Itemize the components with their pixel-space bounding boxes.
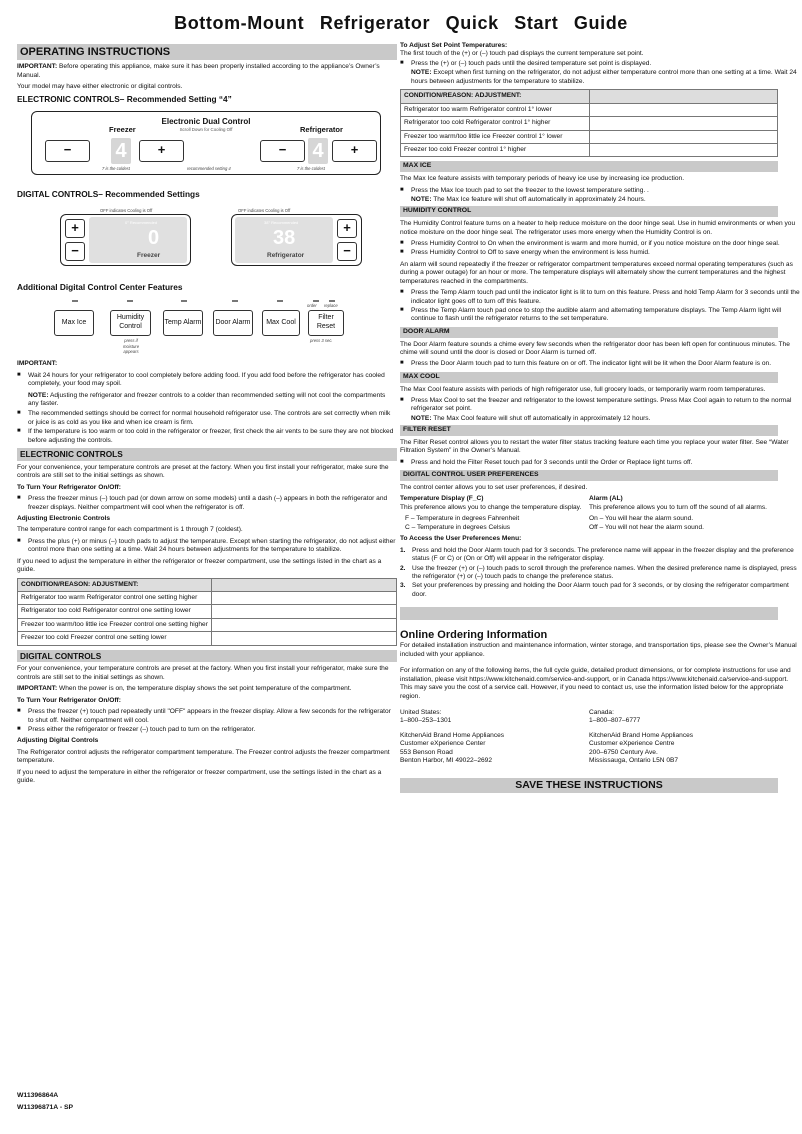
list-item: 1. Press and hold the Door Alarm touch pad for 3 seconds. The preference name will appear in the freezer display and the preference status (F or C) or (On or Off) will appear in the refrigerator display. (400, 546, 794, 563)
max-ice-button[interactable]: Max Ice (54, 310, 94, 336)
setpoint-heading: To Adjust Set Point Temperatures: (400, 42, 508, 49)
digital-chart-text: If you need to adjust the temperature in either the refrigerator or freezer compartment, use the settings listed in the chart as a guide. (17, 768, 382, 785)
electronic-adjust-list (17, 538, 397, 555)
freezer-recommended-label: 0° Recommended (125, 219, 158, 225)
digital-fridge-panel (231, 214, 362, 266)
model-text: Your model may have either electronic or digital controls. (17, 82, 183, 90)
list-item: ■ Press the Door Alarm touch pad to turn this feature on or off. The indicator light will be lit when the Door Alarm feature is on. (400, 360, 802, 368)
access-steps (400, 547, 802, 600)
electronic-panel-subtitle: Scroll Down for Cooling Off (179, 127, 233, 132)
digital-freezer-label: Freezer (137, 251, 161, 259)
features-panel (17, 298, 397, 360)
max-cool-note: NOTE: The Max Cool feature will shut off automatically in approximately 12 hours. (411, 414, 651, 422)
table-row: Freezer too cold Freezer control 1° higher (401, 143, 778, 156)
humidity-note: press if moisture appears (122, 338, 140, 354)
digital-fridge-minus-button[interactable]: − (337, 242, 357, 261)
door-alarm-text: The Door Alarm feature sounds a chime every few seconds when the refrigerator door has been left open for continuous minutes. The chime will sound until the door is closed or Door Alarm is turned off. (400, 340, 790, 356)
alarm-pref: Alarm (AL) This preference allows you to turn off the sound of all alarms. On – You will hear the alarm sound. Off – You will not hear the alarm sound. (589, 495, 768, 531)
list-item: ■ Press the freezer (+) touch pad repeatedly until "OFF" appears in the freezer display. Allow a few seconds for the refrigerator to shut off. Neither compartment will cool. (17, 708, 397, 725)
right-column (400, 42, 802, 796)
operating-heading: OPERATING INSTRUCTIONS (17, 44, 397, 60)
operating-important: IMPORTANT: Before operating this appliance, make sure it has been properly installed according to the appliance’s Owner’s Manual. (17, 63, 380, 79)
list-item: ■ Press the Temp Alarm touch pad until the indicator light is lit to turn on this feature. Press and hold Temp Alarm for 3 seconds until the indicator light goes off to turn off this feature. (400, 289, 802, 306)
list-item: ■ If the temperature is too warm or too cold in the refrigerator or freezer, first check the air vents to be sure they are not blocked before adjusting the controls. (17, 428, 397, 445)
table-header-row: CONDITION/REASON: ADJUSTMENT: (401, 90, 778, 103)
important2-list (17, 372, 397, 389)
table-row: Refrigerator too cold Refrigerator control one setting lower (18, 605, 397, 618)
save-instructions: SAVE THESE INSTRUCTIONS (400, 778, 778, 793)
filter-reset-heading: FILTER RESET (400, 425, 778, 436)
max-cool-heading: MAX COOL (400, 372, 778, 383)
list-item: 2. Use the freezer (+) or (–) touch pads to scroll through the preference names. When the desired preference name is displayed, press the refrigerator (+) or (–) touch pads to change the preference status. (400, 564, 797, 580)
digital-fridge-label: Refrigerator (267, 251, 305, 259)
digital-onoff-heading: To Turn Your Refrigerator On/Off: (17, 696, 121, 704)
list-item: ■ Press Humidity Control to On when the environment is warm and more humid, or if you notice moisture on the door hinge seal. (400, 240, 802, 248)
preferences-heading: DIGITAL CONTROL USER PREFERENCES (400, 470, 778, 481)
list-item: ■ The recommended settings should be correct for normal household refrigerator use. The controls are set correctly when milk or juice is as cold as you like and when ice cream is firm. (17, 410, 397, 427)
door-alarm-list (400, 360, 802, 368)
door-alarm-heading: DOOR ALARM (400, 327, 778, 338)
list-item: ■ Press the plus (+) or minus (–) touch pads to adjust the temperature. Except when starting the refrigerator, do not adjust either control more than one setting at a time. Wait 24 hours between adjustments for the temperature to stabilize. (17, 538, 397, 555)
off-right-label: OFF indicates Cooling is Off (238, 207, 291, 213)
electronic-panel-title: Electronic Dual Control (161, 117, 251, 126)
electronic-control-panel (31, 111, 381, 175)
digital-fridge-plus-button[interactable]: + (337, 219, 357, 238)
press3-label: press 3 sec. (310, 338, 333, 344)
digital-freezer-panel (60, 214, 191, 266)
part-number-1: W11396864A (17, 1092, 59, 1099)
canada-support-link[interactable]: https://www.kitchenaid.ca/service-and-support (652, 675, 787, 683)
fridge-recommended-label: 38° Recommended (264, 219, 299, 225)
door-alarm-indicator (232, 300, 238, 302)
order-indicator (313, 300, 319, 302)
humidity-list (400, 240, 802, 258)
electronic-chart-text: If you need to adjust the temperature in either the refrigerator or freezer compartment, use the settings listed in the chart as a guide. (17, 557, 382, 574)
features-heading: Additional Digital Control Center Features (17, 281, 183, 292)
recommended-label: recommended setting 4 (187, 166, 231, 171)
electronic-freezer-plus-button[interactable]: + (139, 140, 184, 162)
canada-contact: Canada: 1–800–807–6777 KitchenAid Brand Home Appliances Customer eXperience Centre 200–6750 Century Ave. Mississauga, Ontario L5N 0B7 (589, 708, 694, 765)
electronic-freezer-label: Freezer (109, 125, 136, 134)
digital-adjust-text: The Refrigerator control adjusts the refrigerator compartment temperature. The Freezer control adjusts the freezer compartment temperature. (17, 748, 390, 765)
digital-freezer-plus-button[interactable]: + (65, 219, 85, 238)
setpoint-note: NOTE: Except when first turning on the refrigerator, do not adjust either temperature control more than one setting at a time. Wait 24 hours between adjustments for the temperature to stabilize. (411, 69, 797, 85)
electronic-controls-heading: ELECTRONIC CONTROLS (17, 448, 397, 461)
digital-control-panel (17, 206, 397, 268)
table-row: Freezer too cold Freezer control one setting lower (18, 632, 397, 645)
list-item: ■ Press the Temp Alarm touch pad once to stop the audible alarm and alternating temperature displays. The Temp Alarm light will continue to flash until the refrigerator returns to the set temperature. (400, 307, 802, 324)
electronic-freezer-minus-button[interactable]: − (45, 140, 90, 162)
list-item: ■ Press the (+) or (–) touch pads until the desired temperature set point is displayed. (400, 60, 802, 68)
list-item: ■ Press Max Cool to set the freezer and refrigerator to the lowest temperature settings. Press Max Cool again to return to the normal refrigerator set point. (400, 397, 802, 414)
preferences-text: The control center allows you to set user preferences, if desired. (400, 484, 588, 491)
replace-indicator (329, 300, 335, 302)
max-ice-heading: MAX ICE (400, 161, 778, 172)
us-contact: United States: 1–800–253–1301 KitchenAid Brand Home Appliances Customer eXperience Center 553 Benson Road Benton Harbor, MI 49022–2692 (400, 708, 505, 765)
table-row: Freezer too warm/too little ice Freezer control 1° lower (401, 130, 778, 143)
table-row: Freezer too warm/too little ice Freezer control one setting higher (18, 618, 397, 631)
coldest-left-label: 7 is the coldest (102, 166, 130, 171)
max-cool-indicator (277, 300, 283, 302)
important2-list-b (17, 410, 397, 445)
footer (17, 1090, 73, 1113)
table-row: Refrigerator too warm Refrigerator control one setting higher (18, 592, 397, 605)
part-number-2: W11396871A - SP (17, 1103, 74, 1111)
electronic-adjust-text: The temperature control range for each compartment is 1 through 7 (coldest). (17, 526, 243, 534)
humidity-heading: HUMIDITY CONTROL (400, 206, 778, 217)
digital-freezer-value: 0 (148, 226, 160, 249)
temp-alarm-text: An alarm will sound repeatedly if the freezer or refrigerator compartment temperatures exceed normal operating temperatures (such as during a power outage) for an hour or more. The temperature displays will alternately show the current temperatures and the highest temperatures reached in the compartments. (400, 260, 793, 285)
electronic-intro: For your convenience, your temperature controls are preset at the factory. When you first install your refrigerator, make sure the controls are still set to the initial settings as shown. (17, 463, 389, 480)
list-item: 3. Set your preferences by pressing and holding the Door Alarm touch pad for 3 seconds, or by closing the refrigerator compartment door. (400, 582, 789, 598)
online-text1: For detailed installation instruction and maintenance information, winter storage, and transportation tips, please see the Owner’s Manual included with your appliance. (400, 642, 797, 658)
online-text2: For information on any of the following items, the full cycle guide, detailed product dimensions, or for complete instructions for use and installation, please visit https://www.kitchenaid.com/service-and-support, or in Canada https://www.kitchenaid.ca/service-and-support. This may save you the cost of a service call. However, if you need to contact us, use the information listed below for the appropriate region. (400, 667, 791, 700)
electronic-fridge-minus-button[interactable]: − (260, 140, 305, 162)
coldest-right-label: 7 is the coldest (297, 166, 325, 171)
setpoint-text: The first touch of the (+) or (–) touch pad displays the current temperature set point. (400, 50, 644, 58)
important2-note: NOTE: Adjusting the refrigerator and freezer controls to a colder than recommended setting will not cool the compartments any faster. (28, 391, 386, 407)
temp-alarm-list (400, 289, 802, 324)
temp-display-pref: Temperature Display (F_C) This preference allows you to change the temperature display. F – Temperature in degrees Fahrenheit C – Temperature in degrees Celsius (400, 495, 582, 531)
max-ice-note: NOTE: The Max Ice feature will shut off automatically in approximately 24 hours. (411, 195, 646, 203)
list-item: ■ Wait 24 hours for your refrigerator to cool completely before adding food. If you add food before the refrigerator has cooled completely, your food may spoil. (17, 372, 397, 389)
electronic-adjust-heading: Adjusting Electronic Controls (17, 514, 111, 522)
max-ice-text: The Max Ice feature assists with temporary periods of heavy ice use by increasing ice production. (400, 175, 685, 183)
door-alarm-button[interactable]: Door Alarm (213, 310, 253, 336)
max-cool-button[interactable]: Max Cool (262, 310, 300, 336)
access-heading: To Access the User Preferences Menu: (400, 535, 522, 543)
preferences-columns (400, 495, 778, 532)
electronic-adjust-table (17, 578, 397, 646)
list-item: ■ Press the Max Ice touch pad to set the freezer to the lowest temperature setting. . (400, 187, 802, 195)
list-item: ■ Press Humidity Control to Off to save energy when the environment is less humid. (400, 249, 802, 257)
filter-reset-text: The Filter Reset control allows you to restart the water filter status tracking feature each time you replace your water filter. See “Water Filtration System” in the Owner’s Manual. (400, 439, 789, 455)
electronic-onoff-list (17, 495, 397, 512)
blank-divider (400, 607, 778, 620)
list-item: ■ Press and hold the Filter Reset touch pad for 3 seconds until the Order or Replace light turns off. (400, 459, 802, 467)
order-label: order (307, 303, 317, 309)
max-ice-list (400, 187, 802, 195)
important2-label: IMPORTANT: (17, 360, 58, 368)
digital-fridge-value: 38 (273, 226, 296, 249)
replace-label: replace (324, 303, 338, 309)
table-row: Refrigerator too warm Refrigerator control 1° lower (401, 103, 778, 116)
electronic-fridge-plus-button[interactable]: + (332, 140, 377, 162)
digital-important: IMPORTANT: When the power is on, the temperature display shows the set point temperature of the compartment. (17, 685, 352, 693)
humidity-indicator (127, 300, 133, 302)
digital-intro: For your convenience, your temperature controls are preset at the factory. When you first install your refrigerator, make sure the controls are still set to the initial settings as shown. (17, 665, 389, 681)
off-left-label: OFF indicates Cooling is Off (100, 207, 153, 213)
electronic-panel-heading: ELECTRONIC CONTROLS– Recommended Setting “4” (17, 94, 232, 105)
digital-freezer-minus-button[interactable]: − (65, 242, 85, 261)
list-item: ■ Press the freezer minus (–) touch pad (or down arrow on some models) until a dash (–) appears in both the refrigerator and freezer displays. Neither compartment will cool when the refrigerator is off. (17, 495, 397, 512)
temp-alarm-button[interactable]: Temp Alarm (163, 310, 203, 336)
max-cool-list (400, 397, 802, 414)
max-cool-text: The Max Cool feature assists with periods of high refrigerator use, full grocery loads, or temporarily warm room temperatures. (400, 385, 766, 393)
electronic-freezer-display: 4 (111, 138, 131, 164)
page-title: Bottom-Mount Refrigerator Quick Start Guide (174, 13, 628, 33)
digital-adjust-heading: Adjusting Digital Controls (17, 737, 99, 745)
max-ice-indicator (72, 300, 78, 302)
digital-controls-heading: DIGITAL CONTROLS (17, 650, 397, 663)
filter-reset-list (400, 459, 802, 467)
electronic-onoff-heading: To Turn Your Refrigerator On/Off: (17, 483, 121, 491)
table-header-row: CONDITION/REASON: ADJUSTMENT: (18, 578, 397, 591)
temp-alarm-indicator (181, 300, 187, 302)
setpoint-adjust-table (400, 89, 778, 157)
contact-columns (400, 709, 778, 766)
humidity-control-button[interactable]: Humidity Control (110, 310, 151, 336)
filter-reset-button[interactable]: Filter Reset (308, 310, 344, 336)
list-item: ■ Press either the refrigerator or freezer (–) touch pad to turn on the refrigerator. (17, 726, 397, 734)
digital-panel-heading: DIGITAL CONTROLS– Recommended Settings (17, 189, 200, 199)
humidity-text: The Humidity Control feature turns on a heater to help reduce moisture on the door hinge seal. Use in humid environments or when you notice moisture on the door hinge seal. The refrigerator uses more energy when the Humidity Control is on. (400, 220, 796, 236)
electronic-fridge-label: Refrigerator (300, 125, 343, 134)
digital-onoff-list (17, 708, 397, 734)
table-row: Refrigerator too cold Refrigerator control 1° higher (401, 117, 778, 130)
online-heading: Online Ordering Information (400, 629, 548, 642)
left-column (17, 42, 397, 789)
setpoint-list (400, 60, 802, 68)
electronic-fridge-display: 4 (308, 138, 328, 164)
